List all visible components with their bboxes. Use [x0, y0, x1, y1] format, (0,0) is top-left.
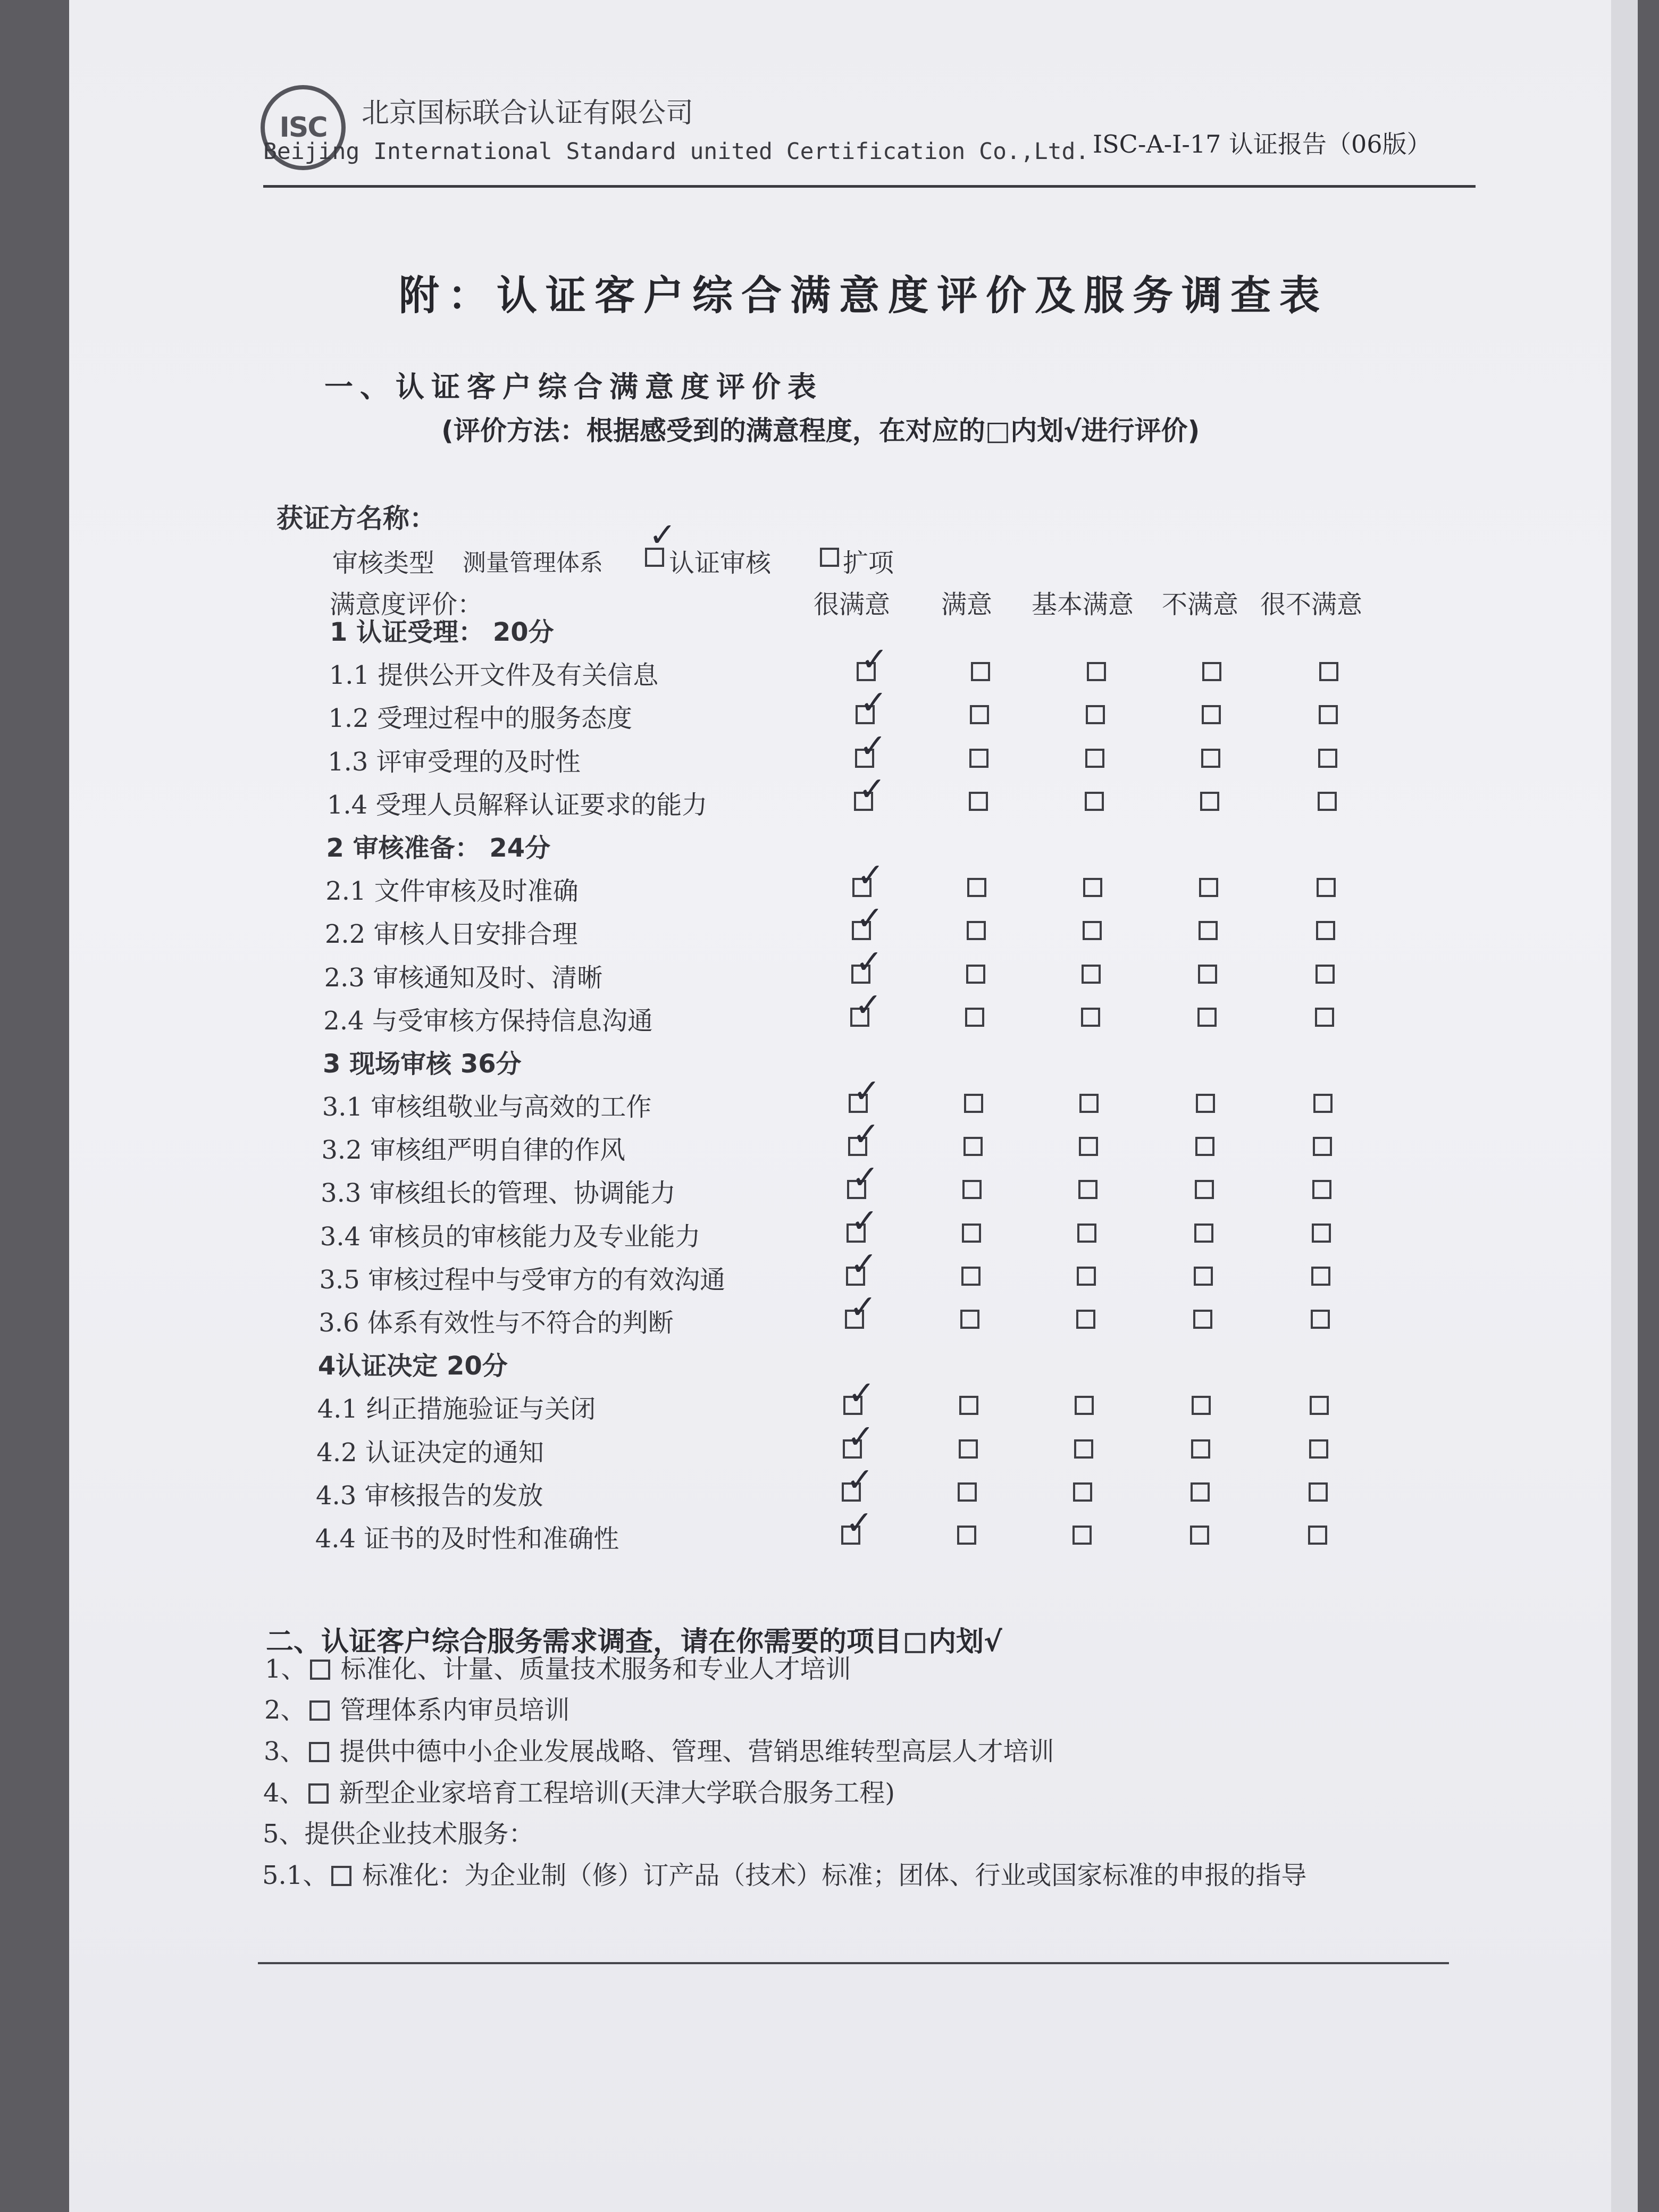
- service-item: [262, 1855, 1306, 1891]
- criterion-label: 2.3 审核通知及时、清晰: [324, 962, 603, 993]
- service-item-text: 标准化：为企业制（修）订产品（技术）标准；团体、行业或国家标准的申报的指导: [362, 1861, 1307, 1890]
- section2-title-a: 二、认证客户综合服务需求调查，请在你需要的项目: [266, 1626, 902, 1658]
- rating-checkbox[interactable]: [1199, 921, 1218, 940]
- document-code: ISC-A-I-17 认证报告（06版）: [1093, 130, 1431, 158]
- rating-checkbox[interactable]: [1194, 1267, 1213, 1286]
- company-name-en: Beijing International Standard united Certification Co.,Ltd.: [263, 138, 1090, 165]
- check-mark-icon: ✓: [846, 1460, 874, 1499]
- rating-checkbox[interactable]: [1196, 1094, 1215, 1113]
- criterion-label: 1.4 受理人员解释认证要求的能力: [326, 790, 708, 820]
- rating-checkbox[interactable]: [1195, 1137, 1214, 1156]
- rating-checkbox[interactable]: [1319, 705, 1338, 724]
- audit-type-label: 审核类型: [332, 548, 435, 578]
- rating-column-header: 很满意: [814, 590, 891, 619]
- check-mark-icon: ✓: [858, 769, 886, 808]
- rating-checkbox[interactable]: [966, 965, 985, 984]
- rating-checkbox[interactable]: [1087, 662, 1106, 681]
- criterion-label: 3.1 审核组敬业与高效的工作: [322, 1092, 652, 1122]
- rating-checkbox[interactable]: [963, 1137, 983, 1156]
- service-item: [265, 1648, 851, 1685]
- check-mark-icon: ✓: [848, 1373, 876, 1413]
- logo-text: ISC: [279, 112, 327, 144]
- service-item-text: 新型企业家培育工程培训(天津大学联合服务工程): [339, 1778, 895, 1808]
- check-mark-icon: ✓: [854, 985, 883, 1024]
- rating-checkbox[interactable]: [1193, 1310, 1212, 1329]
- rating-checkbox[interactable]: [967, 921, 986, 940]
- service-checkbox[interactable]: [308, 1783, 329, 1804]
- rating-checkbox[interactable]: [1077, 1224, 1096, 1243]
- rating-checkbox[interactable]: [1195, 1180, 1214, 1199]
- check-mark-icon: ✓: [853, 1071, 881, 1111]
- section-heading: 3 现场审核 36分: [323, 1049, 522, 1079]
- service-checkbox[interactable]: [309, 1742, 329, 1762]
- section-heading: 1 认证受理： 20分: [330, 617, 554, 647]
- rating-checkbox[interactable]: [969, 792, 988, 811]
- rating-checkbox[interactable]: [1313, 1094, 1333, 1113]
- section-heading: 4认证决定 20分: [317, 1351, 508, 1381]
- rating-checkbox[interactable]: [1079, 1094, 1099, 1113]
- rating-checkbox[interactable]: [1075, 1396, 1094, 1415]
- rating-checkbox[interactable]: [1308, 1526, 1327, 1545]
- rating-checkbox[interactable]: [958, 1482, 977, 1502]
- rating-checkbox[interactable]: [1199, 878, 1218, 897]
- rating-checkbox[interactable]: [1316, 921, 1335, 940]
- rating-checkbox[interactable]: [1318, 749, 1337, 768]
- rating-checkbox[interactable]: [965, 1008, 984, 1027]
- rating-checkbox[interactable]: [967, 878, 986, 897]
- rating-column-header: 满意: [941, 590, 993, 619]
- rating-checkbox[interactable]: [1312, 1180, 1331, 1199]
- check-mark-icon: ✓: [847, 1417, 875, 1456]
- check-mark-icon: ✓: [857, 856, 885, 895]
- check-mark-icon: ✓: [849, 1287, 877, 1327]
- rating-checkbox[interactable]: [1190, 1526, 1209, 1545]
- service-item-number: 5、: [263, 1819, 305, 1849]
- check-mark-icon: ✓: [859, 726, 887, 765]
- rating-checkbox[interactable]: [1079, 1137, 1098, 1156]
- rating-checkbox[interactable]: [1191, 1482, 1210, 1502]
- criterion-label: 4.3 审核报告的发放: [316, 1480, 543, 1511]
- client-name-label: 获证方名称：: [276, 503, 436, 534]
- service-item-number: 4、: [263, 1778, 305, 1808]
- check-mark-icon: ✓: [852, 1115, 880, 1154]
- rating-checkbox[interactable]: [1191, 1439, 1210, 1459]
- rating-checkbox[interactable]: [1194, 1224, 1213, 1243]
- rating-checkbox[interactable]: [1083, 878, 1102, 897]
- header-divider: [263, 185, 1476, 188]
- check-mark-icon: ✓: [860, 640, 889, 679]
- check-mark-icon: ✓: [845, 1503, 873, 1542]
- rating-checkbox[interactable]: [962, 1180, 982, 1199]
- criterion-label: 3.3 审核组长的管理、协调能力: [321, 1178, 676, 1209]
- check-mark-icon: ✓: [850, 1244, 878, 1283]
- criterion-label: 2.1 文件审核及时准确: [325, 876, 579, 907]
- rating-checkbox[interactable]: [1076, 1310, 1095, 1329]
- rating-column-header: 不满意: [1162, 590, 1239, 619]
- rating-checkbox[interactable]: [1318, 792, 1337, 811]
- rating-checkbox[interactable]: [1317, 878, 1336, 897]
- service-checkbox[interactable]: [309, 1700, 330, 1721]
- rating-checkbox[interactable]: [1319, 662, 1338, 681]
- rating-label: 满意度评价：: [330, 590, 483, 619]
- rating-checkbox[interactable]: [962, 1224, 981, 1243]
- rating-checkbox[interactable]: [969, 749, 988, 768]
- rating-checkbox[interactable]: [1311, 1310, 1330, 1329]
- service-item-text: 管理体系内审员培训: [340, 1695, 570, 1725]
- service-item-text: 提供企业技术服务：: [304, 1819, 534, 1849]
- rating-checkbox[interactable]: [1078, 1180, 1097, 1199]
- rating-checkbox[interactable]: [1202, 705, 1221, 724]
- service-item: [263, 1813, 534, 1850]
- rating-checkbox[interactable]: [1311, 1267, 1330, 1286]
- audit-ext-label: 扩项: [843, 548, 894, 578]
- service-item-text: 标准化、计量、质量技术服务和专业人才培训: [340, 1654, 851, 1684]
- rating-checkbox[interactable]: [1074, 1439, 1093, 1459]
- rating-checkbox[interactable]: [1073, 1526, 1092, 1545]
- rating-checkbox[interactable]: [1082, 965, 1101, 984]
- audit-cert-check-mark: ✓: [649, 515, 676, 554]
- rating-checkbox[interactable]: [1198, 965, 1217, 984]
- rating-column-header: 基本满意: [1032, 590, 1134, 619]
- rating-checkbox[interactable]: [1202, 662, 1221, 681]
- rating-checkbox[interactable]: [1192, 1396, 1211, 1415]
- service-item-text: 提供中德中小企业发展战略、管理、营销思维转型高层人才培训: [339, 1737, 1054, 1766]
- service-item-number: 5.1、: [262, 1861, 329, 1890]
- check-mark-icon: ✓: [856, 899, 884, 938]
- rating-checkbox[interactable]: [1200, 792, 1219, 811]
- service-item: [264, 1689, 570, 1726]
- rating-checkbox[interactable]: [1085, 749, 1104, 768]
- rating-checkbox[interactable]: [1073, 1482, 1092, 1502]
- service-item-number: 3、: [264, 1737, 306, 1766]
- rating-checkbox[interactable]: [1310, 1396, 1329, 1415]
- service-item: [263, 1772, 895, 1809]
- service-checkbox[interactable]: [310, 1660, 330, 1680]
- check-mark-icon: ✓: [855, 942, 883, 981]
- rating-column-header: 很不满意: [1260, 590, 1363, 619]
- criterion-label: 1.3 评审受理的及时性: [328, 747, 581, 777]
- rating-checkbox[interactable]: [971, 662, 990, 681]
- criterion-label: 4.2 认证决定的通知: [316, 1437, 544, 1468]
- footer-divider: [258, 1962, 1449, 1964]
- criterion-label: 4.4 证书的及时性和准确性: [315, 1524, 619, 1554]
- rating-checkbox[interactable]: [959, 1439, 978, 1459]
- criterion-label: 4.1 纠正措施验证与关闭: [317, 1394, 596, 1425]
- section2-title-box-icon: [905, 1633, 925, 1653]
- rating-checkbox[interactable]: [1309, 1439, 1328, 1459]
- service-item: [264, 1731, 1054, 1767]
- company-name-cn: 北京国标联合认证有限公司: [362, 97, 694, 129]
- rating-checkbox[interactable]: [959, 1396, 978, 1415]
- service-item-number: 2、: [264, 1695, 306, 1725]
- rating-checkbox[interactable]: [1077, 1267, 1096, 1286]
- criterion-label: 3.5 审核过程中与受审方的有效沟通: [319, 1264, 726, 1295]
- evaluation-method: (评价方法：根据感受到的满意程度，在对应的□内划√进行评价): [441, 415, 1200, 446]
- rating-checkbox[interactable]: [964, 1094, 983, 1113]
- rating-checkbox[interactable]: [1083, 921, 1102, 940]
- audit-cert-label: 认证审核: [669, 548, 772, 578]
- check-mark-icon: ✓: [860, 683, 888, 722]
- rating-checkbox[interactable]: [1197, 1008, 1217, 1027]
- service-item-number: 1、: [265, 1654, 307, 1684]
- section1-title: 一、认证客户综合满意度评价表: [324, 370, 823, 404]
- rating-checkbox[interactable]: [1309, 1482, 1328, 1502]
- rating-checkbox[interactable]: [1081, 1008, 1100, 1027]
- section-heading: 2 审核准备： 24分: [326, 833, 551, 863]
- rating-checkbox[interactable]: [1201, 749, 1220, 768]
- check-mark-icon: ✓: [851, 1158, 879, 1197]
- rating-checkbox[interactable]: [1086, 705, 1105, 724]
- rating-checkbox[interactable]: [1316, 965, 1335, 984]
- criterion-label: 1.2 受理过程中的服务态度: [328, 703, 632, 734]
- service-checkbox[interactable]: [331, 1866, 351, 1886]
- criterion-label: 2.4 与受审核方保持信息沟通: [323, 1006, 653, 1036]
- criterion-label: 3.4 审核员的审核能力及专业能力: [320, 1221, 701, 1252]
- criterion-label: 3.6 体系有效性与不符合的判断: [319, 1308, 674, 1338]
- rating-checkbox[interactable]: [1315, 1008, 1334, 1027]
- rating-checkbox[interactable]: [1313, 1137, 1332, 1156]
- rating-checkbox[interactable]: [961, 1267, 981, 1286]
- rating-checkbox[interactable]: [960, 1310, 979, 1329]
- criterion-label: 3.2 审核组严明自律的作风: [321, 1135, 625, 1166]
- rating-checkbox[interactable]: [970, 705, 989, 724]
- audit-ext-checkbox[interactable]: [820, 548, 839, 567]
- rating-checkbox[interactable]: [1312, 1224, 1331, 1243]
- audit-system: 测量管理体系: [463, 549, 603, 576]
- criterion-label: 1.1 提供公开文件及有关信息: [329, 660, 659, 691]
- section2-title-b: 内划√: [928, 1626, 1002, 1658]
- page-title: 附：认证客户综合满意度评价及服务调查表: [399, 272, 1328, 319]
- criterion-label: 2.2 审核人日安排合理: [324, 919, 578, 950]
- check-mark-icon: ✓: [851, 1201, 878, 1240]
- rating-checkbox[interactable]: [1085, 792, 1104, 811]
- rating-checkbox[interactable]: [957, 1526, 976, 1545]
